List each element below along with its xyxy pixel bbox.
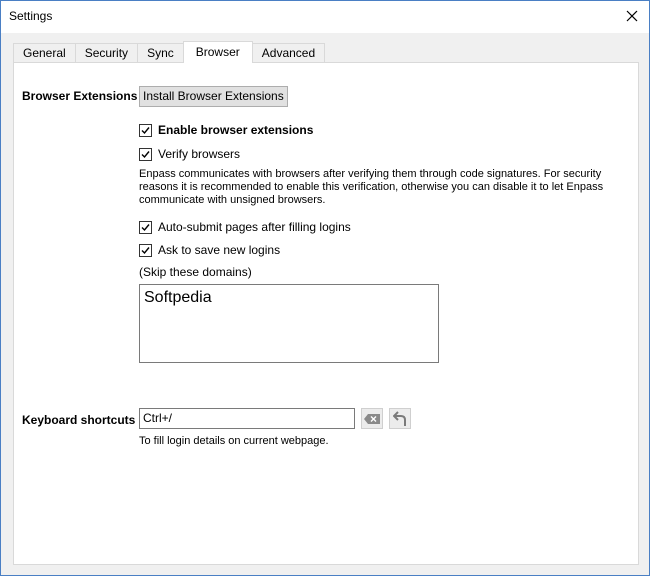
skip-domains-label: (Skip these domains) [139, 265, 252, 279]
close-icon [626, 10, 638, 22]
verify-browsers-checkbox[interactable] [139, 148, 152, 161]
ask-save-logins-label: Ask to save new logins [158, 243, 281, 257]
enable-browser-extensions-checkbox[interactable] [139, 124, 152, 137]
auto-submit-label: Auto-submit pages after filling logins [158, 220, 351, 234]
checkmark-icon [140, 222, 151, 233]
tab-security[interactable]: Security [75, 43, 138, 63]
checkmark-icon [140, 149, 151, 160]
verification-description: Enpass communicates with browsers after verifying them through code signatures. For security reasons it is recommended to enable this verification, otherwise you can disable it to let Enpass communicate with unsigned browsers. [139, 168, 604, 206]
checkmark-icon [140, 125, 151, 136]
tab-advanced[interactable]: Advanced [252, 43, 325, 63]
undo-arrow-icon [393, 411, 407, 427]
ask-save-logins-checkbox[interactable] [139, 244, 152, 257]
auto-submit-row[interactable] [139, 220, 351, 234]
verify-browsers-label: Verify browsers [158, 147, 241, 161]
keyboard-shortcuts-label: Keyboard shortcuts [22, 413, 136, 427]
auto-submit-checkbox[interactable] [139, 221, 152, 234]
shortcut-input[interactable]: Ctrl+/ [139, 408, 355, 429]
window-title: Settings [9, 9, 53, 23]
tab-sync[interactable]: Sync [137, 43, 184, 63]
tab-bar [13, 42, 324, 63]
close-button[interactable] [615, 1, 649, 31]
enable-browser-extensions-row[interactable] [139, 123, 313, 137]
skip-domains-textarea[interactable]: Softpedia [139, 284, 439, 363]
tab-general[interactable]: General [13, 43, 76, 63]
enable-browser-extensions-label: Enable browser extensions [158, 123, 314, 137]
browser-settings-panel [13, 62, 639, 565]
browser-extensions-label: Browser Extensions [22, 89, 138, 103]
backspace-clear-icon [363, 413, 381, 425]
title-bar [1, 1, 649, 33]
checkmark-icon [140, 245, 151, 256]
verify-browsers-row[interactable] [139, 147, 240, 161]
tab-browser[interactable]: Browser [183, 41, 253, 63]
shortcut-hint: To fill login details on current webpage. [139, 435, 329, 447]
install-browser-extensions-button[interactable]: Install Browser Extensions [139, 86, 288, 107]
ask-save-logins-row[interactable] [139, 243, 280, 257]
reset-shortcut-button[interactable] [389, 408, 411, 429]
clear-shortcut-button[interactable] [361, 408, 383, 429]
